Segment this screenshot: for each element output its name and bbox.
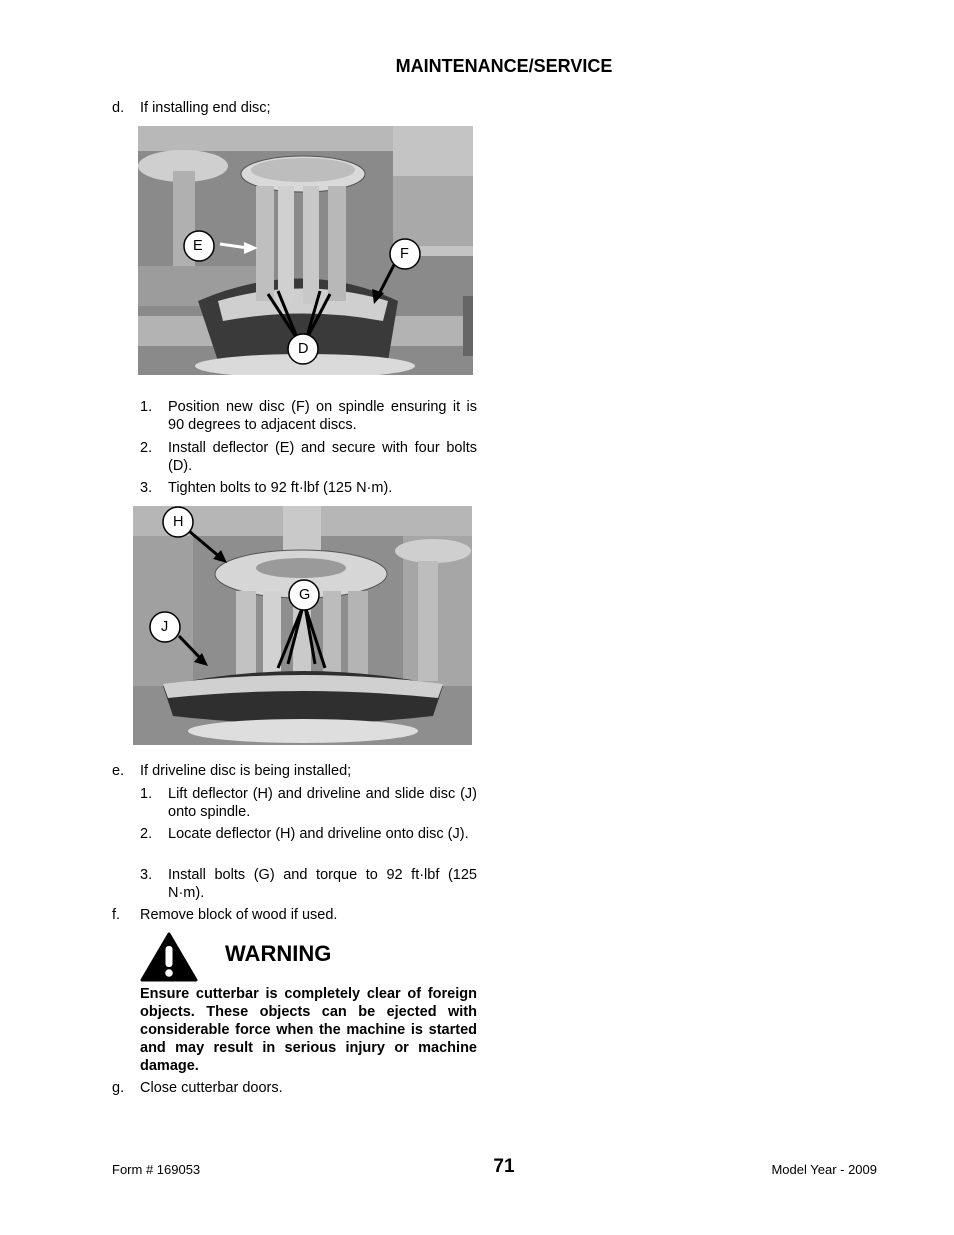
step-text: Locate deflector (H) and driveline onto disc (J). [168, 826, 469, 842]
section-f-text: Remove block of wood if used. [140, 907, 338, 923]
step-text: Position new disc (F) on spindle ensuring it is 90 degrees to adjacent discs. [168, 399, 477, 433]
warning-triangle-icon [140, 932, 198, 982]
step-text: Install bolts (G) and torque to 92 ft·lbf (125 N·m). [168, 867, 477, 901]
step-number: 2. [140, 440, 153, 456]
callout-d: D [298, 341, 309, 357]
step-d-2 [140, 439, 477, 475]
section-e-marker: e. [112, 763, 125, 779]
step-text: Install deflector (E) and secure with four bolts (D). [168, 440, 477, 474]
section-g-text: Close cutterbar doors. [140, 1080, 283, 1096]
section-f-marker: f. [112, 907, 121, 923]
warning-title: WARNING [225, 941, 332, 966]
page-number: 71 [493, 1156, 515, 1177]
step-number: 1. [140, 786, 153, 802]
end-disc-illustration [138, 126, 473, 375]
warning-body: Ensure cutterbar is completely clear of foreign objects. These objects can be ejected with considerable force when the machine is started and may result in serious injury or machine damage. [140, 986, 477, 1074]
step-e-2 [140, 825, 477, 861]
callout-f: F [400, 246, 409, 262]
callout-h: H [173, 514, 184, 530]
page-header: MAINTENANCE/SERVICE [395, 56, 613, 76]
callout-g: G [299, 587, 311, 603]
callout-e: E [193, 238, 203, 254]
footer-model-year: Model Year - 2009 [771, 1162, 877, 1177]
step-number: 3. [140, 480, 153, 496]
step-d-1 [140, 398, 477, 434]
step-number: 3. [140, 867, 153, 883]
section-g-marker: g. [112, 1080, 125, 1096]
figure-driveline-disc [133, 506, 472, 745]
section-d-text: If installing end disc; [140, 100, 271, 116]
footer-form-number: Form # 169053 [112, 1162, 201, 1177]
step-text: Tighten bolts to 92 ft·lbf (125 N·m). [168, 480, 393, 496]
step-text: Lift deflector (H) and driveline and slide disc (J) onto spindle. [168, 786, 477, 820]
step-e-3 [140, 866, 477, 902]
step-number: 2. [140, 826, 153, 842]
driveline-disc-illustration [133, 506, 472, 745]
step-number: 1. [140, 399, 153, 415]
callout-j: J [161, 619, 169, 635]
section-d-marker: d. [112, 100, 125, 116]
step-d-3 [140, 479, 477, 497]
step-e-1 [140, 785, 477, 821]
section-e-text: If driveline disc is being installed; [140, 763, 352, 779]
figure-end-disc [138, 126, 473, 375]
